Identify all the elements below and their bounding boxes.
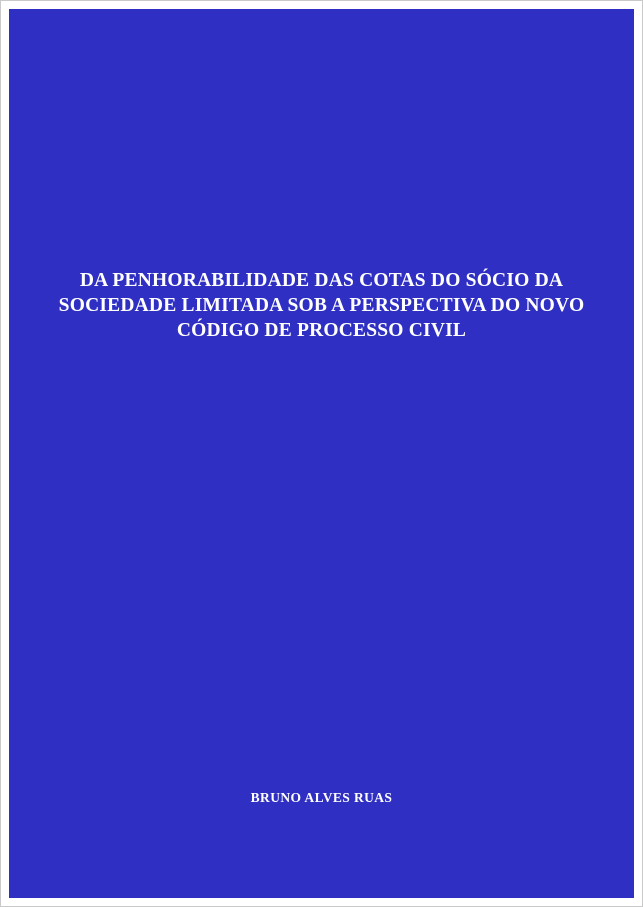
cover-title-block <box>9 268 634 343</box>
page-title: DA PENHORABILIDADE DAS COTAS DO SÓCIO DA SOCIEDADE LIMITADA SOB A PERSPECTIVA DO NOVO CÓDIGO DE PROCESSO CIVIL <box>58 270 585 341</box>
book-cover <box>9 9 634 898</box>
author-name: BRUNO ALVES RUAS <box>250 790 393 805</box>
cover-author-block <box>9 789 634 807</box>
